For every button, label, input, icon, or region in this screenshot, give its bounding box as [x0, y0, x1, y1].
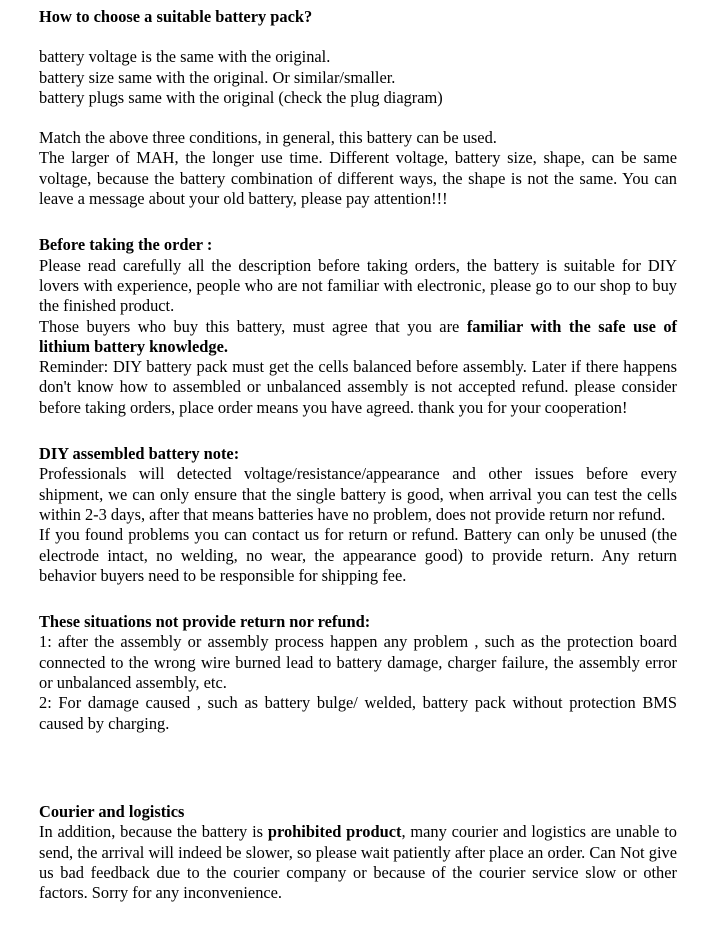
section-heading-before-order: Before taking the order : [39, 235, 213, 255]
spacer [39, 209, 677, 235]
condition-size: battery size same with the original. Or similar/smaller. [39, 67, 396, 87]
section-heading-courier: Courier and logistics [39, 801, 185, 821]
spacer [39, 586, 677, 612]
section-heading-diy-note: DIY assembled battery note: [39, 444, 240, 464]
match-conditions-line: Match the above three conditions, in general, this battery can be used. [39, 128, 497, 148]
no-refund-item-1: 1: after the assembly or assembly process happen any problem , such as the protection board connected to the wrong wire burned lead to battery damage, charger failure, the assembly error or unbalanced assembly, etc. [39, 632, 677, 693]
section-heading-no-refund: These situations not provide return nor refund: [39, 612, 371, 632]
spacer [39, 734, 677, 802]
spacer [39, 108, 677, 128]
agreement-paragraph [39, 317, 677, 358]
courier-paragraph [39, 822, 677, 903]
document-page [39, 7, 677, 903]
courier-text-end: , many courier and logistics are unable to send, the arrival will indeed be slower, so please wait patiently after place an order. Can Not give us bad feedback due to the courier company or because of the courier service slow or other factors. Sorry for any inconvenience. [39, 822, 677, 903]
professionals-paragraph: Professionals will detected voltage/resistance/appearance and other issues before every shipment, we can only ensure that the single battery is good, when arrival you can test the cells within 2-3 days, after that means batteries have no problem, does not provide return nor refund. [39, 464, 677, 524]
agreement-text: Those buyers who buy this battery, must agree that you are [39, 316, 467, 336]
spacer [39, 27, 677, 47]
condition-voltage: battery voltage is the same with the original. [39, 47, 331, 67]
spacer [39, 418, 677, 444]
condition-plugs: battery plugs same with the original (check the plug diagram) [39, 87, 443, 107]
return-conditions-paragraph: If you found problems you can contact us for return or refund. Battery can only be unused (the electrode intact, no welding, no wear, the appearance good) to provide return. Any return behavior buyers need to be responsible for shipping fee. [39, 525, 677, 585]
mah-paragraph: The larger of MAH, the longer use time. Different voltage, battery size, shape, can be same voltage, because the battery combination of different ways, the shape is not the same. You can leave a message about your old battery, please pay attention!!! [39, 148, 677, 209]
reminder-paragraph: Reminder: DIY battery pack must get the cells balanced before assembly. Later if there happens don't know how to assembled or unbalanced assembly is not accepted refund. please consider before taking orders, place order means you have agreed. thank you for your cooperation! [39, 357, 677, 417]
courier-text-start: In addition, because the battery is [39, 822, 268, 842]
section-heading-choose-battery: How to choose a suitable battery pack? [39, 7, 313, 26]
courier-bold-text: prohibited product [267, 822, 402, 842]
agreement-bold-text: familiar with the safe use of lithium battery knowledge. [39, 316, 677, 356]
no-refund-item-2: 2: For damage caused , such as battery bulge/ welded, battery pack without protection BMS caused by charging. [39, 693, 677, 733]
read-description-paragraph: Please read carefully all the description before taking orders, the battery is suitable for DIY lovers with experience, people who are not familiar with electronic, please go to our shop to buy the finished product. [39, 255, 677, 316]
